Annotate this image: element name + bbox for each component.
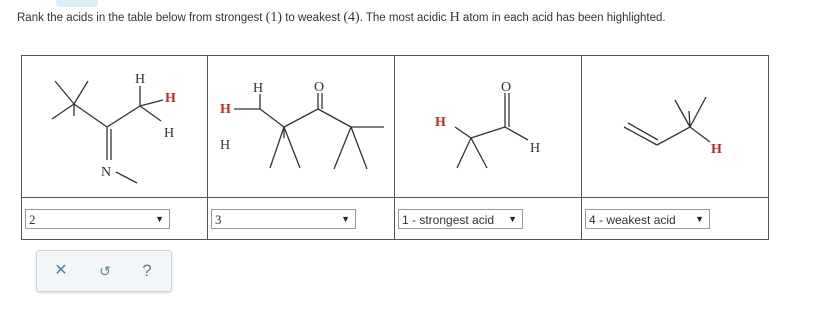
prompt-atom-h: H: [449, 10, 460, 25]
prompt-text-2: to weakest: [282, 12, 344, 24]
atom-o: O: [501, 80, 512, 95]
ranking-cell-3: [395, 198, 582, 240]
acid-cell-1: [22, 56, 208, 198]
molecule-aldehyde: [395, 56, 581, 197]
atom-h: H: [220, 138, 231, 153]
highlighted-h-atom: H: [220, 102, 231, 117]
atom-o: O: [314, 80, 325, 95]
strongest-rank: (1): [265, 10, 282, 25]
dropdown-arrow-icon: ▼: [508, 213, 517, 224]
molecule-ketone: [208, 56, 394, 197]
molecule-alkene: [582, 56, 768, 197]
acid-cell-2: [208, 56, 395, 198]
dropdown-arrow-icon: ▼: [695, 213, 704, 224]
dropdown-arrow-icon: ▼: [341, 213, 350, 224]
top-tab: [56, 0, 98, 7]
answer-toolbar: [36, 250, 172, 292]
atom-h: H: [530, 141, 541, 156]
rank-value: 3: [215, 211, 222, 227]
acid-cell-3: [395, 56, 582, 198]
rank-value: 4 - weakest acid: [589, 212, 676, 227]
acids-table: [21, 55, 769, 240]
clear-icon[interactable]: ✕: [54, 262, 68, 279]
atom-n: N: [101, 165, 112, 180]
atom-h: H: [135, 72, 146, 87]
rank-dropdown-4[interactable]: [585, 209, 710, 229]
acid-cell-4: [582, 56, 769, 198]
ranking-cell-2: [208, 198, 395, 240]
prompt-text-1: Rank the acids in the table below from strongest: [17, 12, 266, 24]
rankings-row: [22, 198, 769, 240]
highlighted-h-atom: H: [711, 142, 722, 157]
question-prompt: [17, 10, 666, 26]
undo-icon[interactable]: ↺: [99, 263, 111, 279]
highlighted-h-atom: H: [435, 115, 446, 130]
ranking-cell-4: [582, 198, 769, 240]
weakest-rank: (4): [343, 10, 360, 25]
rank-dropdown-2[interactable]: [211, 209, 356, 229]
rank-dropdown-3[interactable]: [398, 209, 523, 229]
prompt-text-3: . The most acidic: [359, 12, 450, 24]
highlighted-h-atom: H: [165, 91, 176, 106]
rank-value: 1 - strongest acid: [402, 212, 495, 227]
molecule-imine: [22, 56, 207, 197]
atom-h: H: [253, 81, 264, 96]
prompt-text-4: atom in each acid has been highlighted.: [459, 12, 666, 24]
ranking-cell-1: [22, 198, 208, 240]
atom-h: H: [164, 126, 175, 141]
dropdown-arrow-icon: ▼: [155, 213, 164, 224]
rank-dropdown-1[interactable]: [25, 209, 170, 229]
rank-value: 2: [29, 211, 36, 227]
structures-row: [22, 56, 769, 198]
help-icon[interactable]: ?: [142, 261, 152, 280]
